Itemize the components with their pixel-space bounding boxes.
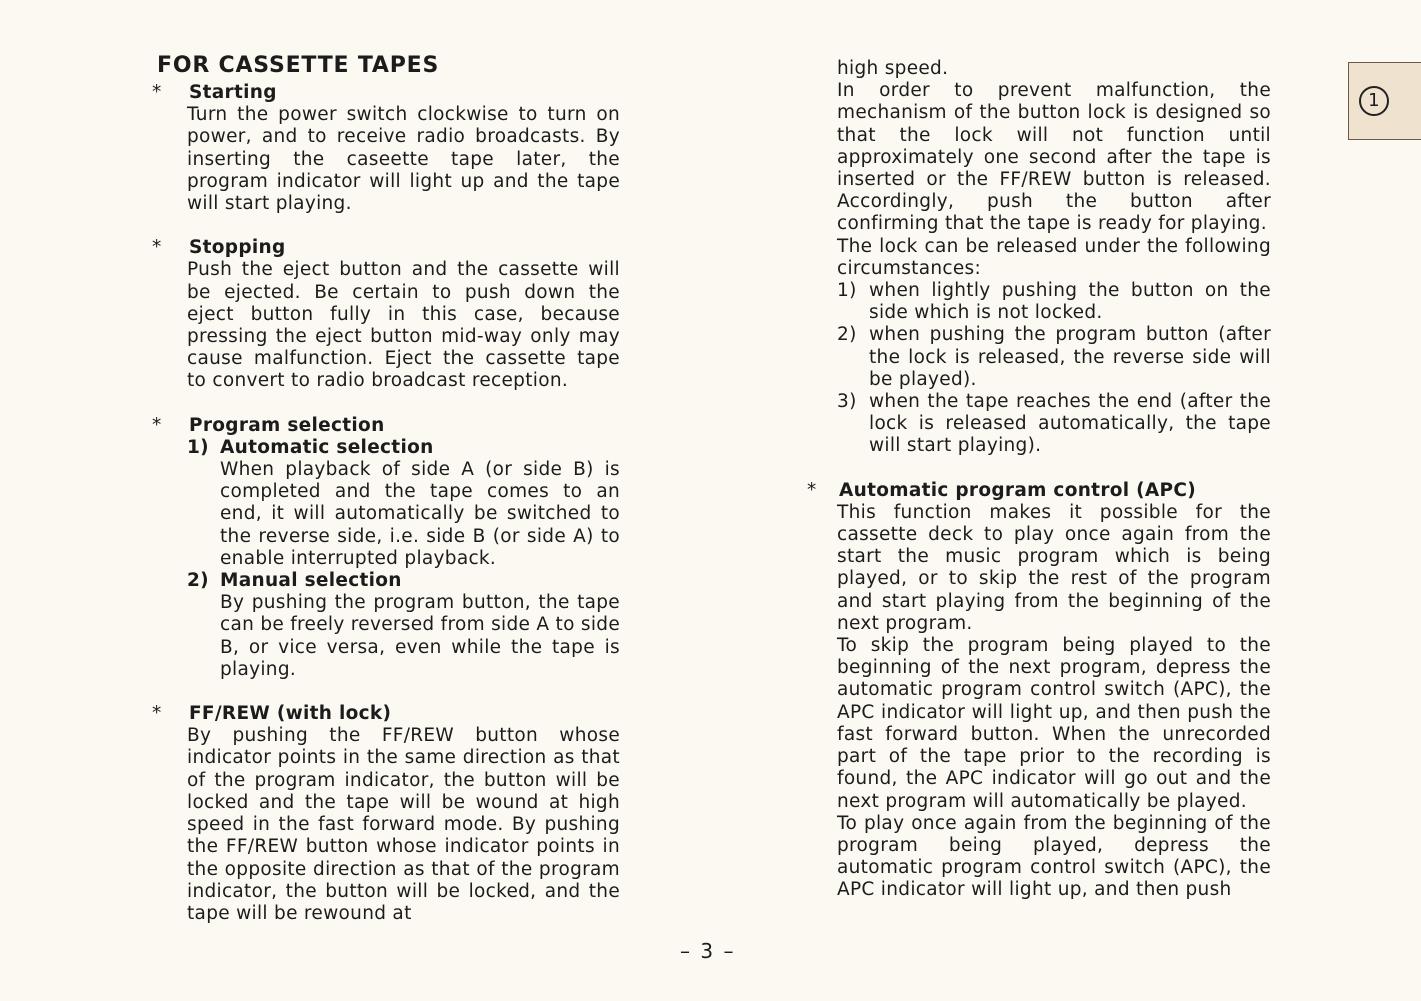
subsection-body-automatic: When playback of side A (or side B) is completed and the tape comes to an end, it will automatically be switched to the reverse side, i.e. side B (or side A) to enable interrupted playback. xyxy=(220,459,620,569)
page-number: – 3 – xyxy=(680,939,736,963)
bullet-star-icon: * xyxy=(807,479,817,501)
list-item: 3) when the tape reaches the end (after the lock is released automatically, the tape will start playing). xyxy=(837,391,1271,457)
section-title-apc: Automatic program control (APC) xyxy=(839,479,1197,501)
list-item: 2) when pushing the program button (after the lock is released, the reverse side will be played). xyxy=(837,324,1271,390)
section-apc xyxy=(807,479,1271,902)
subsection-body-manual: By pushing the program button, the tape can be freely reversed from side A to side B, or vice versa, even while the tape is playing. xyxy=(220,592,620,680)
page-heading: FOR CASSETTE TAPES xyxy=(157,53,440,78)
paragraph-button-lock: In order to prevent malfunction, the mechanism of the button lock is designed so that the lock will not function until approximately one second after the tape is inserted or the FF/REW button is released. Accordingly, push the button after confirming that the tape is ready for playing. xyxy=(837,80,1271,235)
section-body-stopping: Push the eject button and the cassette will be ejected. Be certain to push down the eject button fully in this case, because pressing the eject button mid-way only may cause malfunction. Eject the cassette tape to convert to radio broadcast reception. xyxy=(187,259,620,392)
paragraph-lock-release: The lock can be released under the following circumstances: xyxy=(837,235,1271,279)
right-column xyxy=(805,58,1271,902)
bullet-star-icon: * xyxy=(152,237,162,259)
section-ffrew xyxy=(150,703,620,925)
section-body-ffrew: By pushing the FF/REW button whose indicator points in the same direction as that of the program indicator, the button will be locked and the tape will be wound at high speed in the fast forward mode. By pushing the FF/REW button whose indicator points in the opposite direction as that of the program indicator, the button will be locked, and the tape will be rewound at xyxy=(187,725,620,924)
section-program-selection xyxy=(150,415,620,681)
apc-paragraph-2: To skip the program being played to the beginning of the next program, depress the automatic program control switch (APC), the APC indicator will light up, and then push the fast forward button. When the unrecorded part of the tape prior to the recording is found, the APC indicator will go out and the next program will automatically be played. xyxy=(837,635,1271,812)
apc-paragraph-1: This function makes it possible for the cassette deck to play once again from the start the music program which is being played, or to skip the rest of the program and start playing from the beginning of the next program. xyxy=(837,501,1271,634)
left-column xyxy=(150,52,620,947)
section-body-starting: Turn the power switch clockwise to turn on power, and to receive radio broadcasts. By inserting the caseette tape later, the program indicator will light up and the tape will start playing. xyxy=(187,104,620,215)
section-starting xyxy=(150,82,620,215)
section-title-stopping: Stopping xyxy=(189,237,286,259)
subsection-title-automatic: Automatic selection xyxy=(220,436,434,458)
subsection-number: 1) xyxy=(187,436,209,458)
subsection-automatic xyxy=(187,437,620,570)
subsection-number: 2) xyxy=(187,570,209,592)
bullet-star-icon: * xyxy=(152,703,162,725)
section-title-ffrew: FF/REW (with lock) xyxy=(189,703,392,725)
subsection-title-manual: Manual selection xyxy=(220,570,402,592)
section-tab-marker xyxy=(1348,62,1421,140)
section-title-starting: Starting xyxy=(189,82,277,103)
list-item: 1) when lightly pushing the button on the side which is not locked. xyxy=(837,280,1271,324)
subsection-manual xyxy=(187,570,620,681)
continued-text: high speed. xyxy=(837,58,949,79)
bullet-star-icon: * xyxy=(152,414,162,436)
bullet-star-icon: * xyxy=(152,82,162,103)
apc-paragraph-3: To play once again from the beginning of the program being played, depress the automatic program control switch (APC), the APC indicator will light up, and then push xyxy=(837,812,1271,901)
circled-number-icon: 1 xyxy=(1359,86,1389,116)
section-title-program-selection: Program selection xyxy=(189,414,385,436)
section-stopping xyxy=(150,237,620,392)
